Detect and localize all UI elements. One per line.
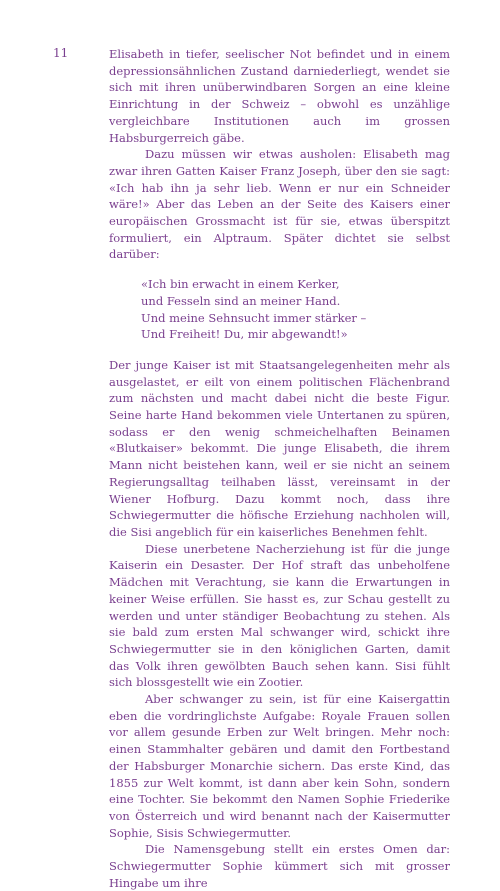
- paragraph: Diese unerbetene Nacherziehung ist für die junge Kaiserin ein Desaster. Der Hof straft das unbeholfene Mädchen mit Verachtung, sie kann die Erwartungen in keiner Weise erfüllen. Sie hasst es, zur Schau gestellt zu werden und unter ständiger Beobachtung zu stehen. Als sie bald zum ersten Mal schwanger wird, schickt ihre Schwiegermutter sie in den königlichen Garten, damit das Volk ihren gewölbten Bauch sehen kann. Sisi fühlt sich blossgestellt wie ein Zootier.: [109, 541, 450, 690]
- poem-line: Und meine Sehnsucht immer stärker –: [141, 310, 367, 325]
- paragraph: Die Namensgebung stellt ein erstes Omen dar: Schwiegermutter Sophie kümmert sich mit grosser Hingabe um ihre: [109, 842, 450, 890]
- paragraph: Der junge Kaiser ist mit Staatsangelegenheiten mehr als ausgelastet, er eilt von einem politischen Flächenbrand zum nächsten und macht dabei nicht die beste Figur. Seine harte Hand bekommen viele Untertanen zu spüren, sodass er den wenig schmeichelhaften Beinamen «Blutkaiser» bekommt. Die junge Elisabeth, die ihrem Mann nicht beistehen kann, weil er sie nicht an seinem Regierungsalltag teilhaben lässt, vereinsamt in der Wiener Hofburg. Dazu kommt noch, dass ihre Schwiegermutter die höfische Erziehung nachholen will, die Sisi angeblich für ein kaiserliches Benehmen fehlt.: [109, 357, 450, 539]
- poem-line: Und Freiheit! Du, mir abgewandt!»: [141, 327, 348, 342]
- paragraph: Elisabeth in tiefer, seelischer Not befindet und in einem depressionsähnlichen Zustand darniederliegt, wendet sie sich mit ihren unüberwindbaren Sorgen an eine kleine Einrichtung in der Schweiz – obwohl es unzählige vergleichbare Institutionen auch im grossen Habsburgerreich gäbe.: [109, 47, 450, 145]
- poem-line: und Fesseln sind an meiner Hand.: [141, 293, 341, 308]
- paragraph: Aber schwanger zu sein, ist für eine Kaisergattin eben die vordringlichste Aufgabe: Royale Frauen sollen vor allem gesunde Erben zur Welt bringen. Mehr noch: einen Stammhalter gebären und damit den Fortbestand der Habsburger Monarchie sichern. Das erste Kind, das 1855 zur Welt kommt, ist dann aber kein Sohn, sondern eine Tochter. Sie bekommt den Namen Sophie Friederike von Österreich und wird benannt nach der Kaisermutter Sophie, Sisis Schwiegermutter.: [109, 692, 450, 840]
- poem-quote: [141, 276, 450, 343]
- page-number: 11: [53, 46, 69, 60]
- poem-line: «Ich bin erwacht in einem Kerker,: [141, 277, 340, 292]
- body-text: [109, 46, 450, 891]
- paragraph: Dazu müssen wir etwas ausholen: Elisabeth mag zwar ihren Gatten Kaiser Franz Joseph, über den sie sagt: «Ich hab ihn ja sehr lieb. Wenn er nur ein Schneider wäre!» Aber das Leben an der Seite des Kaisers einer europäischen Grossmacht ist für sie, etwas überspitzt formuliert, ein Alptraum. Später dichtet sie selbst darüber:: [109, 147, 450, 262]
